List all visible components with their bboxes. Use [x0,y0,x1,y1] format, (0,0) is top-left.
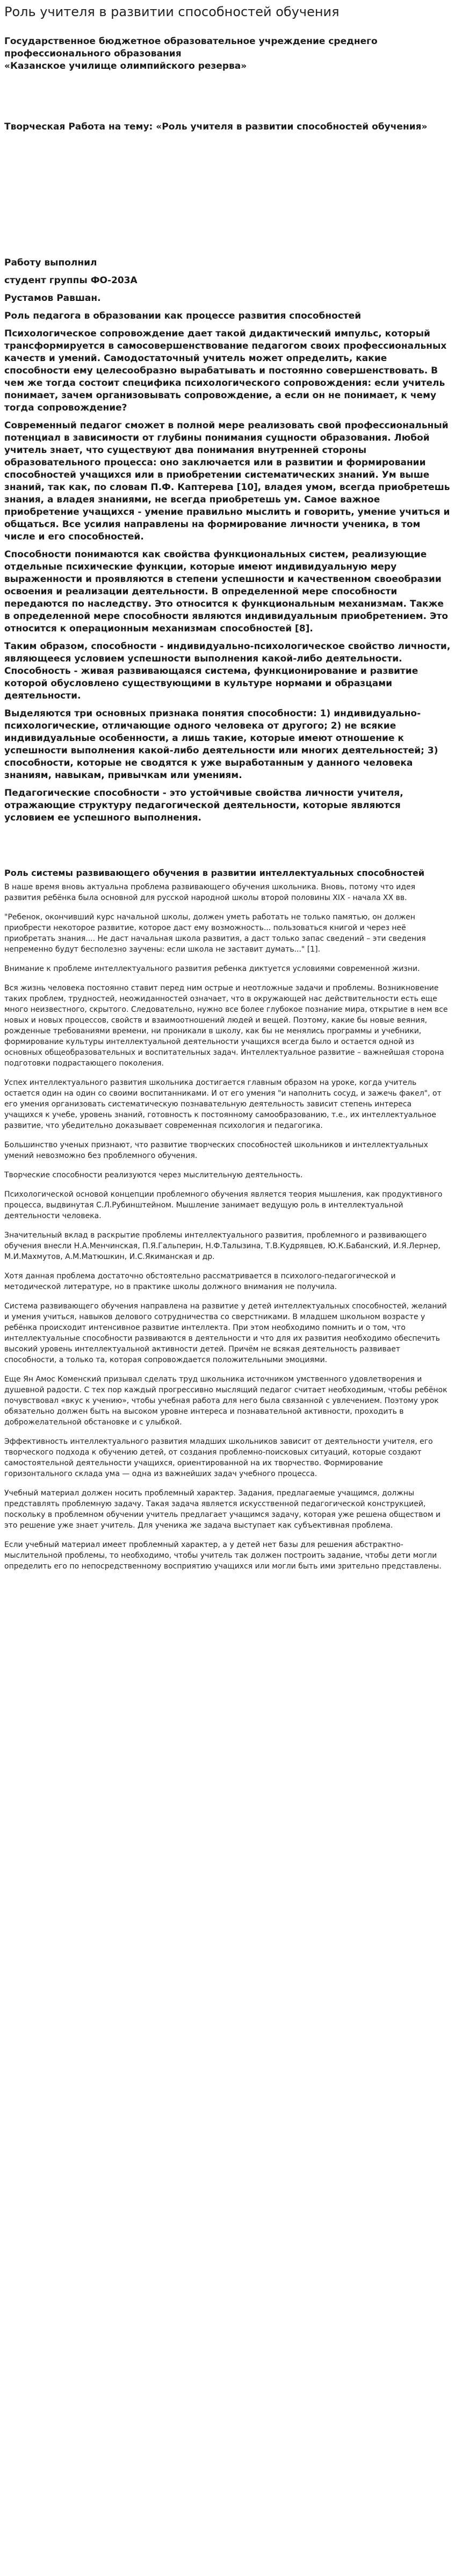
body-paragraph: В наше время вновь актуальна проблема развивающего обучения школьника. Вновь, потому что идея развития ребёнка была основной для русской народной школы второй половины XIX - начала XX вв. [4,883,416,902]
page-title: Роль учителя в развитии способностей обучения [4,4,340,19]
body-paragraph: Система развивающего обучения направлена на развитие у детей интеллектуальных способностей, желаний и умения учиться, навыков делового сотрудничества со сверстниками. В младшем школьном возрасте у ребёнка происходит интенсивное развитие интеллекта. При этом необходимо помнить и о том, что интеллектуальные способности развиваются в деятельности и что для их развития необходимо обеспечить высокий уровень интеллектуальной активности детей. Причём не всякая деятельность развивает способности, а только та, которая сопровождается положительными эмоциями. [4,1302,447,1364]
body-paragraph: Если учебный материал имеет проблемный характер, а у детей нет базы для решения абстрактно-мыслительной проблемы, то необходимо, чтобы учитель так должен построить задание, чтобы дети могли определить его по непосредственному восприятию учащихся или могли быть ими зрительно представлены. [4,1541,442,1571]
bold-paragraph: Выделяются три основных признака понятия способности: 1) индивидуально-психологические, отличающие одного человека от другого; 2) не всякие индивидуальные особенности, а лишь такие, которые имеют отношение к успешности выполнения какой-либо деятельности или многих деятельностей; 3) способности, которые не сводятся к уже выработанным у данного человека знаниям, навыкам, привычкам или умениям. [4,708,438,781]
body-paragraph: Еще Ян Амос Коменский призывал сделать труд школьника источником умственного удовлетворения и душевной радости. С тех пор каждый прогрессивно мыслящий педагог считает необходимым, чтобы ребёнок почувствовал «вкус к учению», чтобы учебная работа для него была связанной с увлечением. Поэтому урок обязательно должен быть на высоком уровне интереса и познавательной активности, проходить в доброжелательной обстановке и с улыбкой. [4,1375,447,1427]
organization-line: Государственное бюджетное образовательное учреждение среднего профессионального образования [4,36,378,59]
section-heading: Роль системы развивающего обучения в развитии интеллектуальных способностей [4,868,425,878]
body-paragraph: "Ребенок, окончивший курс начальной школы, должен уметь работать не только памятью, он должен приобрести некоторое развитие, которое даст ему возможность... пользоваться книгой и через неё приобретать знания.... Не даст начальная школа развития, а даст только запас сведений – эти сведения непременно будут бесполезно заучены: если школа не заставит думать..." [1]. [4,913,426,954]
bold-paragraph: Современный педагог сможет в полной мере реализовать свой профессиональный потенциал в зависимости от глубины понимания сущности образования. Любой учитель знает, что существуют два понимания внутренней стороны образовательного процесса: оно заключается или в развитии и формировании способностей учащихся или в приобретении систематических знаний. Ум выше знаний, так как, по словам П.Ф. Каптерева [10], владея умом, всегда приобретешь знания, а владея знаниями, не всегда приобретешь ум. Самое важное приобретение учащихся - умение правильно мыслить и говорить, умение учиться и общаться. Все усилия направлены на формирование личности ученика, в том числе и его способностей. [4,420,450,542]
body-paragraph: Эффективность интеллектуального развития младших школьников зависит от деятельности учителя, его творческого подхода к обучению детей, от создания проблемно-поисковых ситуаций, которые создают самостоятельной деятельности учащихся, ориентированной на их творчество. Формирование горизонтального склада ума — одна из важнейших задач учебного процесса. [4,1437,433,1478]
body-paragraph: Внимание к проблеме интеллектуального развития ребенка диктуется условиями современной жизни. [4,965,420,973]
bold-paragraph: Таким образом, способности - индивидуально-психологическое свойство личности, являющееся условием успешности выполнения какой-либо деятельности. Способность - живая развивающаяся система, функционирование и развитие которой обусловлено существующими в культуре нормами и образцами деятельности. [4,641,451,701]
author-line: Рустамов Равшан. [4,293,101,304]
author-line: Работу выполнил [4,257,97,268]
body-paragraph: Значительный вклад в раскрытие проблемы интеллектуального развития, проблемного и развивающего обучения внесли Н.А.Менчинская, П.Я.Гальперин, Н.Ф.Талызина, Т.В.Кудрявцев, Ю.К.Бабанский, И.Я.Лернер, М.И.Махмутов, А.М.Матюшкин, И.С.Якиманская и др. [4,1231,440,1261]
organization-block [4,35,451,73]
body-paragraph: Психологической основой концепции проблемного обучения является теория мышления, как продуктивного процесса, выдвинутая С.Л.Рубинштейном. Мышление занимает ведущую роль в интеллектуальной деятельности человека. [4,1190,443,1220]
theme-block [4,121,451,133]
body-paragraph: Большинство ученых признают, что развитие творческих способностей школьников и интеллектуальных умений невозможно без проблемного обучения. [4,1141,428,1160]
body-paragraph: Хотя данная проблема достаточно обстоятельно рассматривается в психолого-педагогической и методической литературе, но в практике школы должного внимания не получила. [4,1272,396,1291]
organization-line: «Казанское училище олимпийского резерва» [4,61,247,71]
body-paragraph: Учебный материал должен носить проблемный характер. Задания, предлагаемые учащимся, должны представлять проблемную задачу. Такая задача является искусственной педагогической конструкцией, поскольку в проблемном обучении учитель предлагает учащимся задачу, которая уже решена обществом и это решение уже знает учитель. Для ученика же задача выступает как субъективная проблема. [4,1489,441,1530]
body-paragraph: Вся жизнь человека постоянно ставит перед ним острые и неотложные задачи и проблемы. Возникновение таких проблем, трудностей, неожиданностей означает, что в окружающей нас действительности есть еще много неизвестного, скрытого. Следовательно, нужно все более глубокое познание мира, открытие в нем все новых и новых процессов, свойств и взаимоотношений людей и вещей. Поэтому, какие бы новые веяния, рожденные требованиями времени, ни проникали в школу, как бы не менялись программы и учебники, формирование культуры интеллектуальной деятельности учащихся всегда было и остается одной из основных общеобразовательных и воспитательных задач. Интеллектуальное развитие – важнейшая сторона подготовки подрастающего поколения. [4,984,448,1068]
theme-title: Творческая Работа на тему: «Роль учителя в развитии способностей обучения» [4,121,428,132]
author-block [4,257,451,305]
body-paragraph: Успех интеллектуального развития школьника достигается главным образом на уроке, когда учитель остается один на один со своими воспитанниками. И от его умения "и наполнить сосуд, и зажечь факел", от его умения организовать систематическую познавательную деятельность зависит степень интереса учащихся к учебе, уровень знаний, готовность к постоянному самообразованию, т.е., их интеллектуальное развитие, что убедительно доказывает современная психология и педагогика. [4,1078,442,1130]
bold-paragraph: Способности понимаются как свойства функциональных систем, реализующие отдельные психические функции, которые имеют индивидуальную меру выраженности и проявляются в степени успешности и качественном своеобразии освоения и реализации деятельности. В определенной мере способности передаются по наследству. Это относится к функциональным механизмам. Также в определенной мере способности являются индивидуальным приобретением. Это относится к операционным механизмам способностей [8]. [4,549,449,634]
bold-section [4,310,451,824]
bold-paragraph: Педагогические способности - это устойчивые свойства личности учителя, отражающие структуру педагогической деятельности, которые являются условием ее успешного выполнения. [4,788,403,823]
bold-heading: Роль педагога в образовании как процессе развития способностей [4,311,362,321]
author-line: студент группы ФО-203А [4,275,138,286]
body-paragraph: Творческие способности реализуются через мыслительную деятельность. [4,1171,303,1179]
bold-paragraph: Психологическое сопровождение дает такой дидактический импульс, который трансформируется в самосовершенствование педагогом своих профессиональных качеств и умений. Самодостаточный учитель может определить, какие способности ему целесообразно вырабатывать и постоянно совершенствовать. В чем же тогда состоит специфика психологического сопровождения: если учитель понимает, зачем организовывать сопровождение, а если он не понимает, к чему тогда сопровождение? [4,328,447,413]
body-section [4,882,451,1572]
